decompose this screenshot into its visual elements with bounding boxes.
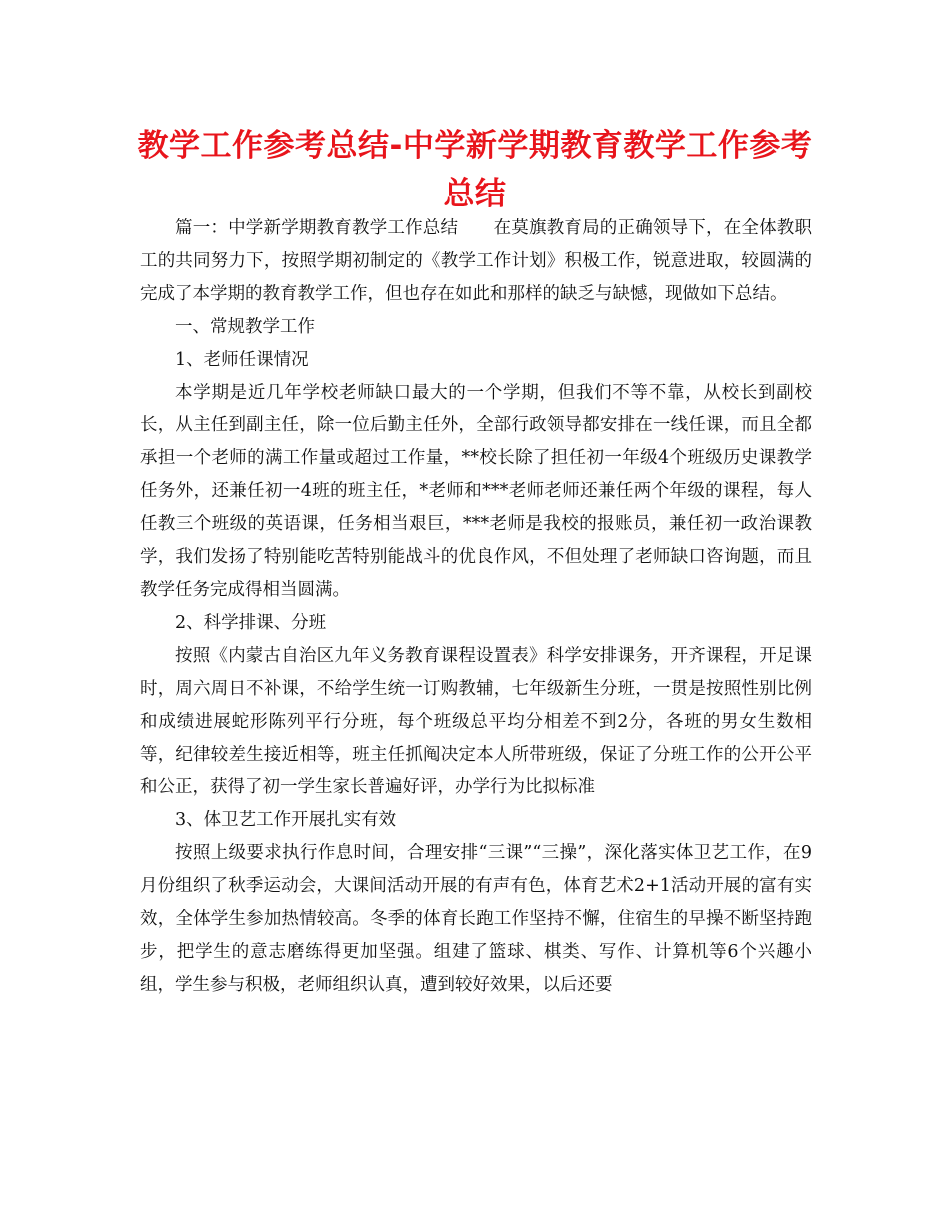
paragraph-scheduling: 按照《内蒙古自治区九年义务教育课程设置表》科学安排课务，开齐课程，开足课时，周六周日不补课，不给学生统一订购教辅，七年级新生分班，一贯是按照性别比例和成绩进展蛇形陈列平行分班，每个班级总平均分相差不到2分，各班的男女生数相等，纪律较差生接近相等，班主任抓阄决定本人所带班级，保证了分班工作的公开公平和公正，获得了初一学生家长普遍好评，办学行为比拟标准 — [140, 645, 812, 798]
paragraph-teacher-assignment: 本学期是近几年学校老师缺口最大的一个学期，但我们不等不靠，从校长到副校长，从主任到副主任，除一位后勤主任外，全部行政领导都安排在一线任课，而且全都承担一个老师的满工作量或超过工作量，**校长除了担任初一年级4个班级历史课教学任务外，还兼任初一4班的班主任，*老师和***老师老师还兼任两个年级的课程，每人任教三个班级的英语课，任务相当艰巨，***老师是我校的报账员，兼任初一政治课教学，我们发扬了特别能吃苦特别能战斗的优良作风，不但处理了老师缺口咨询题，而且教学任务完成得相当圆满。 — [140, 382, 812, 600]
paragraph-sports-health-arts: 按照上级要求执行作息时间，合理安排“三课”“三操”，深化落实体卫艺工作，在9月份组织了秋季运动会，大课间活动开展的有声有色，体育艺术2+1活动开展的富有实效，全体学生参加热情较高。冬季的体育长跑工作坚持不懈，住宿生的早操不断坚持跑步，把学生的意志磨练得更加坚强。组建了篮球、棋类、写作、计算机等6个兴趣小组，学生参与积极，老师组织认真，遭到较好效果，以后还要 — [140, 843, 812, 995]
subsection-heading-sports-health-arts: 3、体卫艺工作开展扎实有效 — [175, 810, 397, 831]
paragraph-intro: 篇一：中学新学期教育教学工作总结 在莫旗教育局的正确领导下，在全体教职工的共同努力下，按照学期初制定的《教学工作计划》积极工作，锐意进取，较圆满的完成了本学期的教育教学工作，但也存在如此和那样的缺乏与缺憾，现做如下总结。 — [140, 218, 812, 304]
document-body — [140, 212, 812, 1002]
subsection-heading-scheduling: 2、科学排课、分班 — [175, 612, 327, 633]
document-title: 教学工作参考总结-中学新学期教育教学工作参考总结 — [137, 128, 813, 212]
section-heading-routine-teaching: 一、常规教学工作 — [175, 316, 315, 337]
subsection-heading-teacher-assignment: 1、老师任课情况 — [175, 349, 309, 370]
